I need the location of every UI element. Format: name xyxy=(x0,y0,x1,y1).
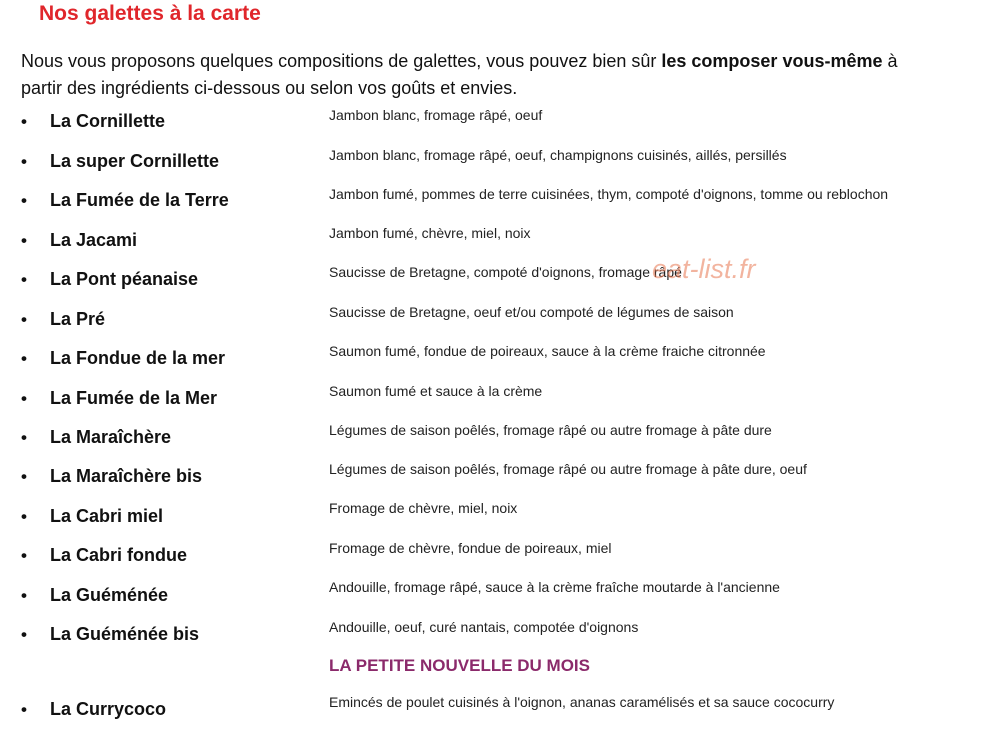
bullet-icon: • xyxy=(21,389,27,408)
galette-description: Fromage de chèvre, fondue de poireaux, miel xyxy=(329,540,612,556)
special-item-name: La Currycoco xyxy=(50,699,167,719)
galette-name: La Pont péanaise xyxy=(50,269,199,289)
galette-name: La super Cornillette xyxy=(50,151,220,171)
watermark: eat-list.fr xyxy=(652,254,756,284)
bullet-icon: • xyxy=(21,270,27,289)
galette-description: Saucisse de Bretagne, compoté d'oignons, fromage râpé xyxy=(329,264,682,280)
galette-description: Jambon fumé, chèvre, miel, noix xyxy=(329,225,531,241)
bullet-icon: • xyxy=(21,507,27,526)
page-heading: Nos galettes à la carte xyxy=(39,2,261,25)
special-item-description: Emincés de poulet cuisinés à l'oignon, ananas caramélisés et sa sauce cococurry xyxy=(329,694,835,710)
galette-description: Légumes de saison poêlés, fromage râpé ou autre fromage à pâte dure xyxy=(329,422,772,438)
intro-paragraph xyxy=(21,48,921,102)
bullet-icon: • xyxy=(21,546,27,565)
bullet-icon: • xyxy=(21,349,27,368)
galette-description: Légumes de saison poêlés, fromage râpé ou autre fromage à pâte dure, oeuf xyxy=(329,461,807,477)
intro-text-start: Nous vous proposons quelques compositions de galettes, vous pouvez bien sûr xyxy=(21,51,662,71)
galette-description: Fromage de chèvre, miel, noix xyxy=(329,500,518,516)
intro-text-bold: les composer vous-même xyxy=(661,51,883,71)
bullet-icon: • xyxy=(21,428,27,447)
galette-name: La Jacami xyxy=(50,230,138,250)
galette-description: Saucisse de Bretagne, oeuf et/ou compoté de légumes de saison xyxy=(329,304,734,320)
bullet-icon: • xyxy=(21,310,27,329)
bullet-icon: • xyxy=(21,586,27,605)
galette-name: La Fondue de la mer xyxy=(50,348,226,368)
galette-name: La Guéménée xyxy=(50,585,169,605)
bullet-icon: • xyxy=(21,152,27,171)
intro-text-end: à partir des ingrédients ci-dessous ou selon vos goûts et envies. xyxy=(21,51,898,98)
special-heading: LA PETITE NOUVELLE DU MOIS xyxy=(329,656,590,675)
galette-name: La Guéménée bis xyxy=(50,624,200,644)
galette-description: Andouille, oeuf, curé nantais, compotée d'oignons xyxy=(329,619,639,635)
galette-name: La Maraîchère bis xyxy=(50,466,203,486)
galette-name: La Fumée de la Terre xyxy=(50,190,229,210)
bullet-icon: • xyxy=(21,700,27,719)
bullet-icon: • xyxy=(21,191,27,210)
galette-description: Saumon fumé et sauce à la crème xyxy=(329,383,543,399)
galette-description: Jambon blanc, fromage râpé, oeuf, champignons cuisinés, aillés, persillés xyxy=(329,147,787,163)
bullet-icon: • xyxy=(21,112,27,131)
bullet-icon: • xyxy=(21,231,27,250)
galette-description: Jambon blanc, fromage râpé, oeuf xyxy=(329,107,543,123)
bullet-icon: • xyxy=(21,467,27,486)
galette-name: La Cabri miel xyxy=(50,506,164,526)
galette-description: Saumon fumé, fondue de poireaux, sauce à la crème fraiche citronnée xyxy=(329,343,766,359)
galette-name: La Pré xyxy=(50,309,106,329)
galette-description: Jambon fumé, pommes de terre cuisinées, thym, compoté d'oignons, tomme ou reblochon xyxy=(329,186,889,202)
galette-name: La Cornillette xyxy=(50,111,166,131)
galette-name: La Cabri fondue xyxy=(50,545,188,565)
galette-description: Andouille, fromage râpé, sauce à la crème fraîche moutarde à l'ancienne xyxy=(329,579,780,595)
galette-name: La Fumée de la Mer xyxy=(50,388,218,408)
galette-name: La Maraîchère xyxy=(50,427,172,447)
bullet-icon: • xyxy=(21,625,27,644)
